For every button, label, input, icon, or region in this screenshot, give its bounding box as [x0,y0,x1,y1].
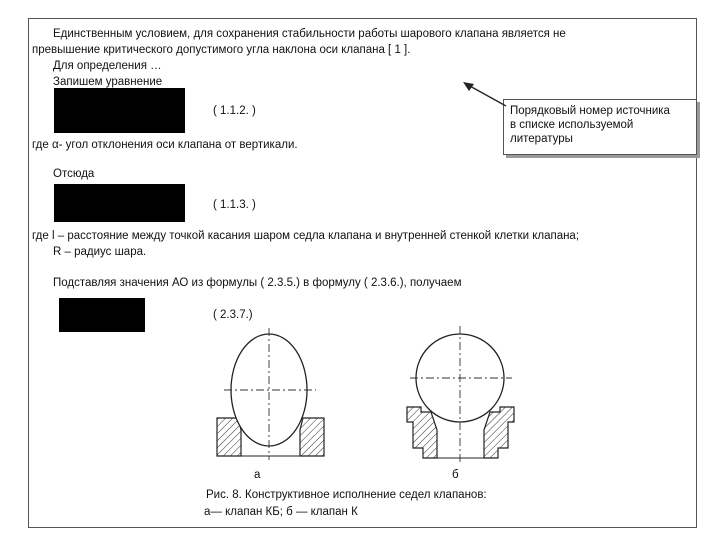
where-l-text: где l – расстояние между точкой касания шаром седла клапана и внутренней стенкой клетки клапана; [32,230,580,242]
radius-text: R – радиус шара. [53,246,147,258]
paragraph-line-3: Для определения … [53,60,162,72]
figure-label-b: б [452,469,459,481]
callout-line-3: литературы [510,133,573,145]
callout-line-1: Порядковый номер источника [510,105,670,117]
where-alpha-text: где α- угол отклонения оси клапана от вертикали. [32,139,298,151]
figure-caption-line-1: Рис. 8. Конструктивное исполнение седел клапанов: [206,489,487,501]
equation-1-number: ( 1.1.2. ) [213,105,256,117]
paragraph-line-4: Запишем уравнение [53,76,163,88]
equation-2-number: ( 1.1.3. ) [213,199,256,211]
paragraph-line-1: Единственным условием, для сохранения стабильности работы шарового клапана является не [53,28,566,40]
hence-text: Отсюда [53,168,95,180]
substitution-text: Подставляя значения АО из формулы ( 2.3.5.) в формулу ( 2.3.6.), получаем [53,277,462,289]
figure-label-a: а [254,469,261,481]
paragraph-line-2: превышение критического допустимого угла наклона оси клапана [ 1 ]. [32,44,411,56]
figure-caption-line-2: а— клапан КБ; б — клапан К [204,506,358,518]
callout-line-2: в списке используемой [510,119,634,131]
equation-3-number: ( 2.3.7.) [213,309,253,321]
